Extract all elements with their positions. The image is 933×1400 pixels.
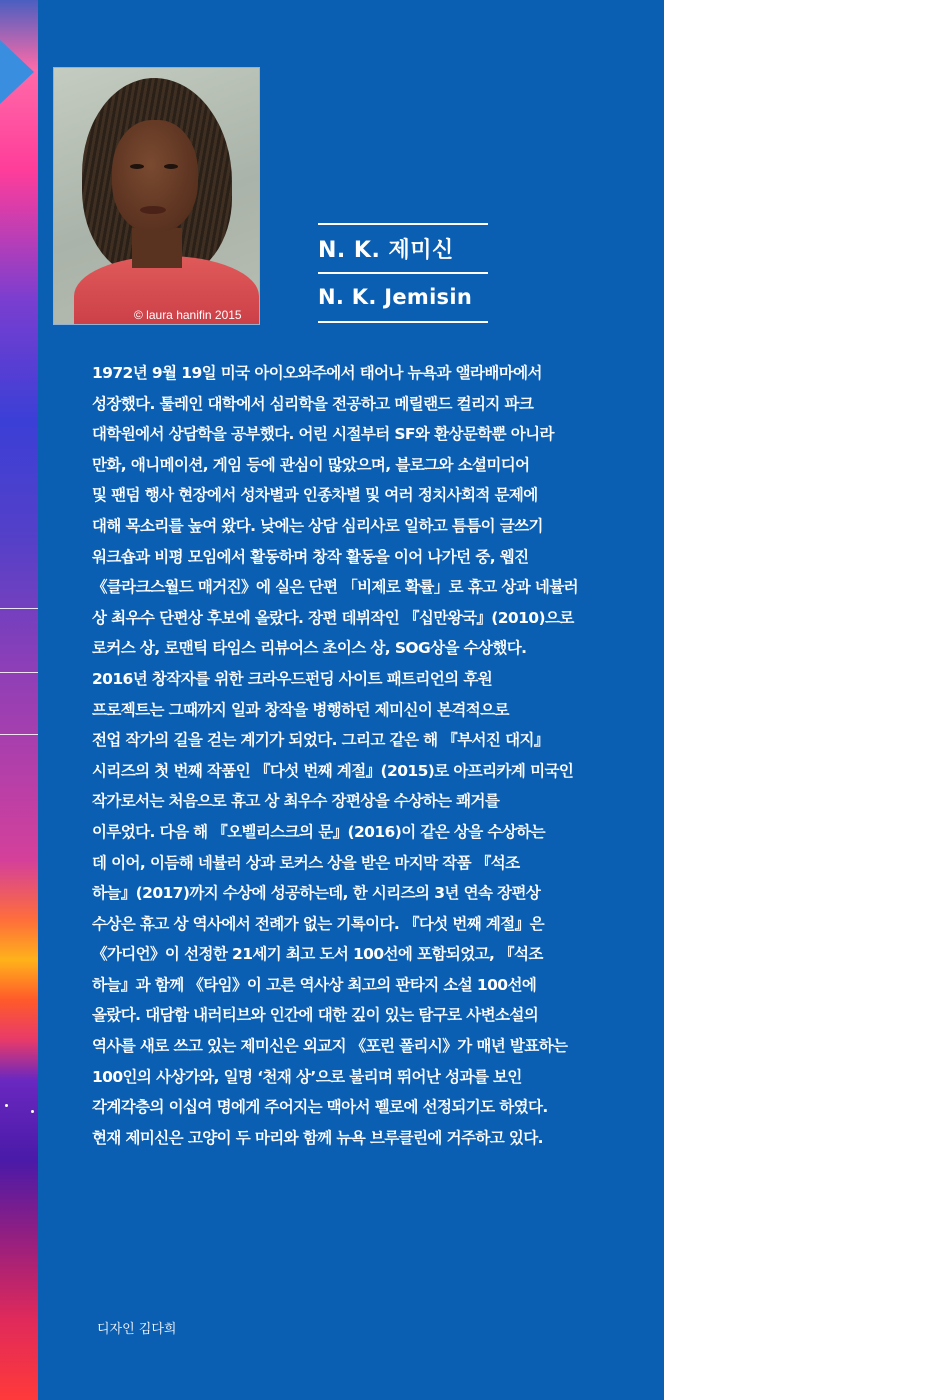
photo-neck (132, 228, 182, 268)
bio-line: 대해 목소리를 높여 왔다. 낮에는 상담 심리사로 일하고 틈틈이 글쓰기 (92, 516, 543, 535)
design-credit: 디자인 김다희 (97, 1322, 177, 1337)
bio-line: 《클라크스월드 매거진》에 실은 단편 「비제로 확률」로 휴고 상과 네뷸러 (92, 578, 579, 597)
bio-line: 각계각층의 이십여 명에게 주어지는 맥아서 펠로에 선정되기도 하였다. (92, 1098, 548, 1117)
bio-line: 하늘』(2017)까지 수상에 성공하는데, 한 시리즈의 3년 연속 장편상 (92, 884, 541, 903)
triangle-shape (0, 40, 34, 104)
bio-line: 《가디언》이 선정한 21세기 최고 도서 100선에 포함되었고, 『석조 (92, 945, 543, 964)
bio-line: 1972년 9월 19일 미국 아이오와주에서 태어나 뉴욕과 앨라배마에서 (92, 364, 542, 382)
photo-eye (164, 164, 178, 169)
bio-line: 수상은 휴고 상 역사에서 전례가 없는 기록이다. 『다섯 번째 계절』은 (92, 914, 544, 933)
author-biography (92, 358, 592, 1153)
bio-line: 시리즈의 첫 번째 작품인 『다섯 번째 계절』(2015)로 아프리카계 미국인 (92, 761, 574, 780)
sparkle-dot (5, 1104, 8, 1107)
bio-line: 만화, 애니메이션, 게임 등에 관심이 많았으며, 블로그와 소셜미디어 (92, 455, 530, 474)
bio-line: 성장했다. 툴레인 대학에서 심리학을 전공하고 메릴랜드 컬리지 파크 (92, 394, 534, 413)
bio-line: 역사를 새로 쓰고 있는 제미신은 외교지 《포린 폴리시》가 매년 발표하는 (92, 1037, 568, 1056)
author-name-korean: N. K. 제미신 (318, 238, 454, 263)
bio-line: 워크숍과 비평 모임에서 활동하며 창작 활동을 이어 나가던 중, 웹진 (92, 547, 529, 566)
bio-line: 및 팬덤 행사 현장에서 성차별과 인종차별 및 여러 정치사회적 문제에 (92, 486, 538, 505)
divider-line (0, 734, 38, 735)
photo-credit: © laura hanifin 2015 (134, 308, 242, 322)
photo-eye (130, 164, 144, 169)
bio-line: 현재 제미신은 고양이 두 마리와 함께 뉴욕 브루클린에 거주하고 있다. (92, 1128, 543, 1147)
name-rule-middle (318, 272, 488, 274)
bio-line: 프로젝트는 그때까지 일과 창작을 병행하던 제미신이 본격적으로 (92, 700, 509, 719)
decorative-gradient-stripe (0, 0, 38, 1400)
bio-line: 100인의 사상가와, 일명 ‘천재 상’으로 불리며 뛰어난 성과를 보인 (92, 1067, 522, 1086)
bio-line: 전업 작가의 길을 걷는 계기가 되었다. 그리고 같은 해 『부서진 대지』 (92, 731, 549, 750)
sparkle-dot (31, 1110, 34, 1113)
bio-line: 데 이어, 이듬해 네뷸러 상과 로커스 상을 받은 마지막 작품 『석조 (92, 853, 520, 872)
photo-face (112, 120, 198, 232)
name-rule-top (318, 223, 488, 225)
photo-lips (140, 206, 166, 214)
author-name-english: N. K. Jemisin (318, 285, 473, 309)
divider-line (0, 672, 38, 673)
bio-line: 작가로서는 처음으로 휴고 상 최우수 장편상을 수상하는 쾌거를 (92, 792, 500, 811)
name-rule-bottom (318, 321, 488, 323)
bio-line: 이루었다. 다음 해 『오벨리스크의 문』(2016)이 같은 상을 수상하는 (92, 822, 545, 841)
bio-line: 올랐다. 대담함 내러티브와 인간에 대한 깊이 있는 탐구로 사변소설의 (92, 1006, 539, 1025)
bio-line: 하늘』과 함께 《타임》이 고른 역사상 최고의 판타지 소설 100선에 (92, 975, 537, 994)
author-photo (53, 67, 260, 325)
bio-line: 로커스 상, 로맨틱 타임스 리뷰어스 초이스 상, SOG상을 수상했다. (92, 639, 527, 658)
divider-line (0, 608, 38, 609)
bio-line: 상 최우수 단편상 후보에 올랐다. 장편 데뷔작인 『십만왕국』(2010)으로 (92, 608, 574, 627)
bio-line: 2016년 창작자를 위한 크라우드펀딩 사이트 패트리언의 후원 (92, 669, 493, 688)
bio-line: 대학원에서 상담학을 공부했다. 어린 시절부터 SF와 환상문학뿐 아니라 (92, 425, 554, 444)
